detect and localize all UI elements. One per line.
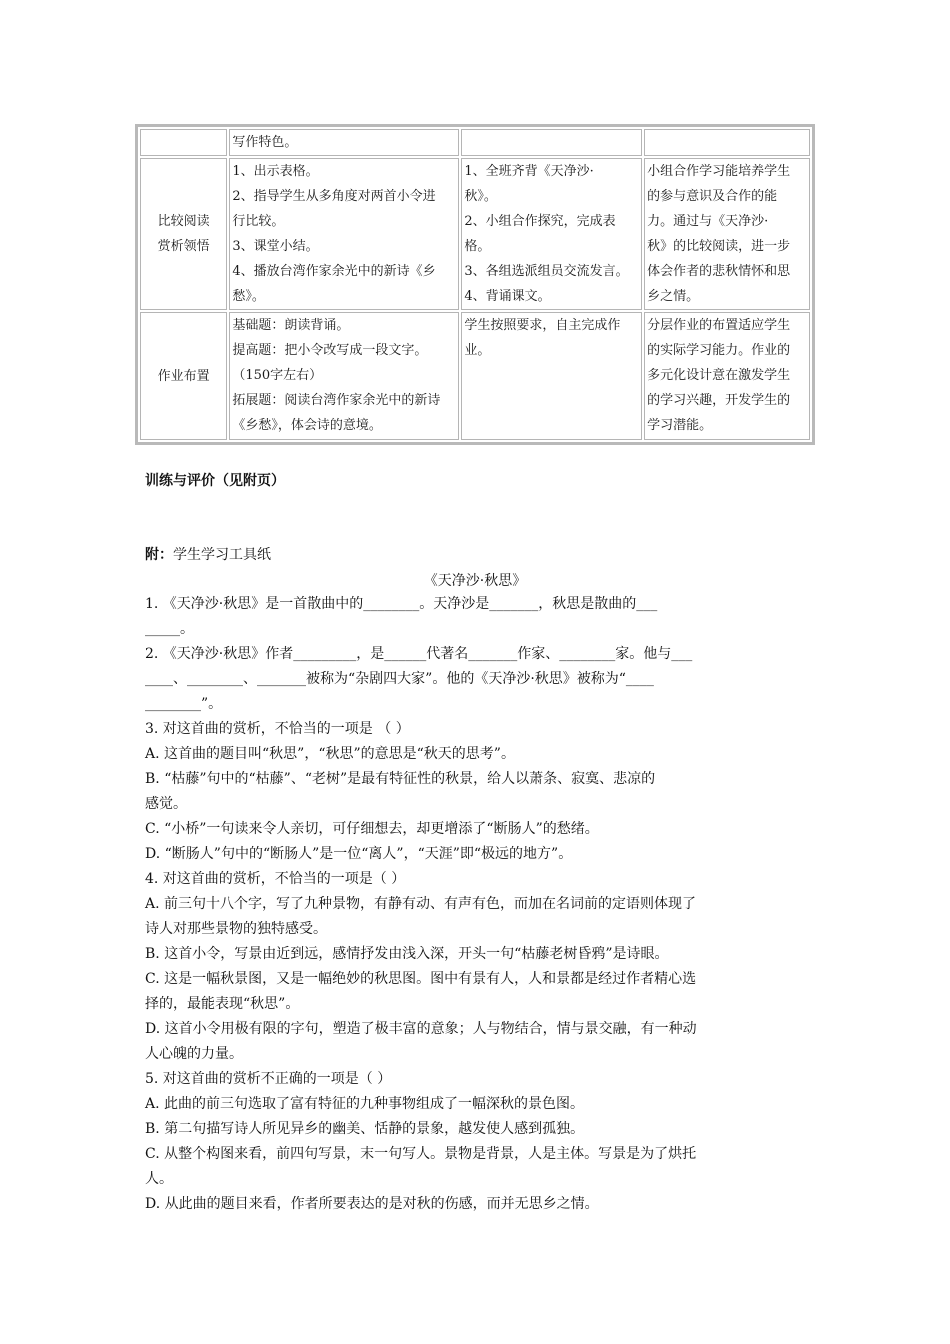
- cell-text-line: 的实际学习能力。作业的: [647, 343, 791, 358]
- table-cell-teacher: [229, 158, 459, 310]
- lesson-plan-table: [135, 124, 815, 445]
- question-line: B. “枯藤”句中的“枯藤”、“老树”是最有特征性的秋景，给人以萧条、寂寞、悲凉的: [145, 771, 656, 787]
- question-line: D. 这首小令用极有限的字句，塑造了极丰富的意象；人与物结合，情与景交融，有一种动: [145, 1021, 697, 1037]
- question-line: 3. 对这首曲的赏析，不恰当的一项是 （ ）: [145, 721, 410, 737]
- cell-text-line: 力。通过与《天净沙·: [647, 214, 769, 229]
- question-line: D. 从此曲的题目来看，作者所要表达的是对秋的伤感，而并无思乡之情。: [145, 1196, 599, 1212]
- question-line: 诗人对那些景物的独特感受。: [145, 921, 327, 937]
- question-line: C. 从整个构图来看，前四句写景，末一句写人。景物是背景，人是主体。写景是为了烘托: [145, 1146, 697, 1162]
- cell-text-line: 业。: [464, 343, 491, 358]
- question-line: A. 前三句十八个字，写了九种景物，有静有动、有声有色，而加在名词前的定语则体现了: [145, 896, 697, 912]
- cell-text-line: （150字左右）: [232, 368, 323, 383]
- question-line: C. 这是一幅秋景图，又是一幅绝妙的秋思图。图中有景有人，人和景都是经过作者精心选: [145, 971, 697, 987]
- table-cell-teacher: [229, 129, 459, 156]
- question-line: B. 这首小令，写景由近到远，感情抒发由浅入深，开头一句“枯藤老树昏鸦”是诗眼。: [145, 946, 669, 962]
- table-row: [140, 312, 810, 440]
- table-cell-intent: [644, 129, 810, 156]
- cell-text-line: 《乡愁》，体会诗的意境。: [232, 418, 382, 433]
- cell-text-line: 体会作者的悲秋情怀和思: [647, 264, 791, 279]
- cell-text-line: 秋》的比较阅读，进一步: [647, 239, 791, 254]
- cell-text-line: 的参与意识及合作的能: [647, 189, 778, 204]
- question-line: 择的，最能表现“秋思”。: [145, 996, 300, 1012]
- cell-text-line: 2、指导学生从多角度对两首小令进: [232, 189, 436, 204]
- cell-text-line: 秋》。: [464, 189, 497, 204]
- cell-text-line: 学生按照要求，自主完成作: [464, 318, 621, 333]
- appendix-line: [145, 544, 271, 564]
- table-cell-stage: [140, 158, 227, 310]
- cell-text-line: 提高题：把小令改写成一段文字。: [232, 343, 428, 358]
- cell-text-line: 格。: [464, 239, 491, 254]
- cell-text-line: 愁》。: [232, 289, 265, 304]
- table-cell-teacher: [229, 312, 459, 440]
- question-line: _____。: [145, 621, 194, 637]
- table-cell-stage: [140, 129, 227, 156]
- cell-text-line: 学习潜能。: [647, 418, 713, 433]
- table-row: [140, 129, 810, 156]
- question-line: B. 第二句描写诗人所见异乡的幽美、恬静的景象，越发使人感到孤独。: [145, 1121, 585, 1137]
- cell-text-line: 1、出示表格。: [232, 164, 319, 179]
- question-line: C. “小桥”一句读来令人亲切，可仔细想去，却更增添了“断肠人”的愁绪。: [145, 821, 599, 837]
- question-line: A. 此曲的前三句选取了富有特征的九种事物组成了一幅深秋的景色图。: [145, 1096, 585, 1112]
- cell-text-line: 多元化设计意在激发学生: [647, 368, 791, 383]
- question-line: 1. 《天净沙·秋思》是一首散曲中的________。天净沙是_______，秋思是散曲的___: [145, 596, 658, 612]
- cell-text-line: 行比较。: [232, 214, 285, 229]
- question-line: 4. 对这首曲的赏析，不恰当的一项是（ ）: [145, 871, 406, 887]
- cell-text-line: 赏析领悟: [157, 239, 210, 254]
- table-cell-intent: [644, 312, 810, 440]
- cell-text-line: 的学习兴趣，开发学生的: [647, 393, 791, 408]
- table-cell-student: [461, 158, 642, 310]
- table-cell-student: [461, 312, 642, 440]
- cell-text-line: 1、全班齐背《天净沙·: [464, 164, 594, 179]
- worksheet-title: 《天净沙·秋思》: [423, 573, 527, 589]
- appendix-text: 学生学习工具纸: [173, 547, 271, 563]
- cell-text-line: 基础题：朗读背诵。: [232, 318, 350, 333]
- cell-text-line: 4、播放台湾作家余光中的新诗《乡: [232, 264, 436, 279]
- question-line: D. “断肠人”句中的“断肠人”是一位“离人”，“天涯”即“极远的地方”。: [145, 846, 573, 862]
- cell-text-line: 拓展题：阅读台湾作家余光中的新诗: [232, 393, 441, 408]
- question-line: ____、________、_______被称为“杂剧四大家”。他的《天净沙·秋思》被称为“____: [145, 671, 654, 687]
- question-line: 感觉。: [145, 796, 187, 812]
- cell-text-line: 3、课堂小结。: [232, 239, 319, 254]
- question-line: 人。: [145, 1171, 173, 1187]
- cell-text-line: 小组合作学习能培养学生: [647, 164, 791, 179]
- table-cell-intent: [644, 158, 810, 310]
- section-heading: 训练与评价（见附页）: [145, 473, 285, 489]
- cell-text-line: 分层作业的布置适应学生: [647, 318, 791, 333]
- cell-text-line: 比较阅读: [157, 214, 210, 229]
- question-line: 2. 《天净沙·秋思》作者_________，是______代著名_______作家、________家。他与___: [145, 646, 693, 662]
- table-row: [140, 158, 810, 310]
- cell-text-line: 作业布置: [157, 368, 210, 384]
- question-list: [145, 592, 810, 1217]
- cell-text-line: 乡之情。: [647, 289, 700, 304]
- cell-text-line: 2、小组合作探究，完成表: [464, 214, 616, 229]
- cell-text-line: 4、背诵课文。: [464, 289, 551, 304]
- table-cell-student: [461, 129, 642, 156]
- cell-text-line: 3、各组选派组员交流发言。: [464, 264, 629, 279]
- question-line: 人心魄的力量。: [145, 1046, 243, 1062]
- appendix-label: 附：: [145, 547, 173, 563]
- question-line: A. 这首曲的题目叫“秋思”，“秋思”的意思是“秋天的思考”。: [145, 746, 515, 762]
- table-cell-stage: [140, 312, 227, 440]
- question-line: ________”。: [145, 696, 223, 712]
- question-line: 5. 对这首曲的赏析不正确的一项是（ ）: [145, 1071, 392, 1087]
- lesson-table-body: [140, 129, 810, 440]
- cell-text-line: 写作特色。: [232, 135, 298, 150]
